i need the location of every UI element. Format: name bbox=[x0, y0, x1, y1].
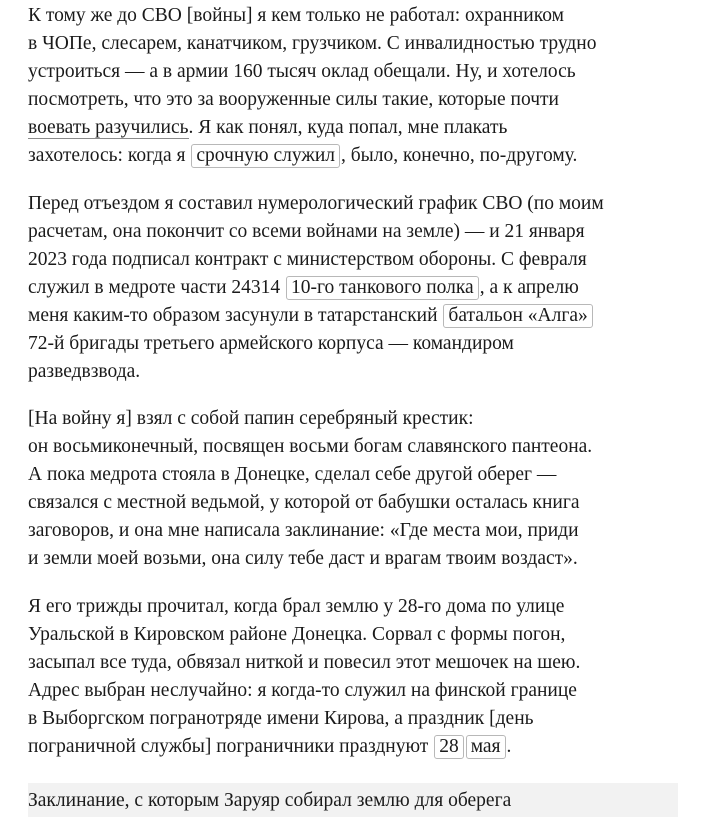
text-line: Перед отъездом я составил нумерологический график СВО (по моим bbox=[28, 193, 604, 214]
inline-link-voevat[interactable]: воевать разучились bbox=[28, 117, 189, 138]
text-fragment: . bbox=[506, 736, 512, 757]
text-line: [На войну я] взял с собой папин серебряный крестик: bbox=[28, 408, 474, 429]
text-line: устроиться — а в армии 160 тысяч оклад обещали. Ну, и хотелось bbox=[28, 61, 576, 82]
text-line: заговоров, и она мне написала заклинание: «Где места мои, приди bbox=[28, 520, 579, 541]
text-line: Уральской в Кировском районе Донецка. Сорвал с формы погон, bbox=[28, 624, 566, 645]
text-fragment: пограничной службы] пограничники празднуют bbox=[28, 736, 434, 757]
text-line: Адрес выбран неслучайно: я когда-то служил на финской границе bbox=[28, 680, 577, 701]
text-line bbox=[28, 302, 604, 330]
image-caption bbox=[28, 783, 678, 817]
text-line: он восьмиконечный, посвящен восьми богам славянского пантеона. bbox=[28, 436, 593, 457]
paragraph-1 bbox=[28, 2, 596, 170]
caption-text: Заклинание, с которым Заруяр собирал землю для оберега bbox=[28, 790, 512, 811]
text-line: засыпал все туда, обвязал ниткой и повесил этот мешочек на шею. bbox=[28, 652, 581, 673]
paragraph-4 bbox=[28, 593, 580, 761]
text-line bbox=[28, 733, 580, 761]
text-line: 2023 года подписал контракт с министерством обороны. С февраля bbox=[28, 249, 587, 270]
text-fragment: , а к апрелю bbox=[479, 277, 579, 298]
text-line: в Выборгском погранотряде имени Кирова, а праздник [день bbox=[28, 708, 534, 729]
term-chip-date-month[interactable]: мая bbox=[466, 735, 506, 759]
text-fragment: служил в медроте части 24314 bbox=[28, 277, 286, 298]
text-line: связался с местной ведьмой, у которой от бабушки осталась книга bbox=[28, 492, 580, 513]
paragraph-2 bbox=[28, 190, 604, 386]
text-line: К тому же до СВО [войны] я кем только не работал: охранником bbox=[28, 5, 564, 26]
text-line: разведвзвода. bbox=[28, 361, 141, 382]
text-line bbox=[28, 114, 596, 142]
term-chip-tank-regiment[interactable]: 10-го танкового полка bbox=[286, 276, 479, 300]
text-line: посмотреть, что это за вооруженные силы такие, которые почти bbox=[28, 89, 559, 110]
text-line: 72-й бригады третьего армейского корпуса — командиром bbox=[28, 333, 514, 354]
text-line: в ЧОПе, слесарем, канатчиком, грузчиком. С инвалидностью трудно bbox=[28, 33, 597, 54]
term-chip-srochnuyu[interactable]: срочную служил bbox=[191, 144, 340, 168]
text-fragment: захотелось: когда я bbox=[28, 145, 191, 166]
text-fragment: . Я как понял, куда попал, мне плакать bbox=[188, 117, 508, 138]
text-line bbox=[28, 274, 604, 302]
text-line bbox=[28, 142, 596, 170]
text-fragment: , было, конечно, по-другому. bbox=[341, 145, 578, 166]
text-line: расчетам, она покончит со всеми войнами на земле) — и 21 января bbox=[28, 221, 585, 242]
text-fragment: меня каким-то образом засунули в татарстанский bbox=[28, 305, 443, 326]
text-line: Я его трижды прочитал, когда брал землю у 28-го дома по улице bbox=[28, 596, 565, 617]
text-line: А пока медрота стояла в Донецке, сделал себе другой оберег — bbox=[28, 464, 557, 485]
paragraph-3 bbox=[28, 405, 592, 573]
text-line: и земли моей возьми, она силу тебе даст и врагам твоим воздаст». bbox=[28, 548, 578, 569]
term-chip-alga-battalion[interactable]: батальон «Алга» bbox=[443, 304, 592, 328]
term-chip-date-day[interactable]: 28 bbox=[434, 735, 464, 759]
